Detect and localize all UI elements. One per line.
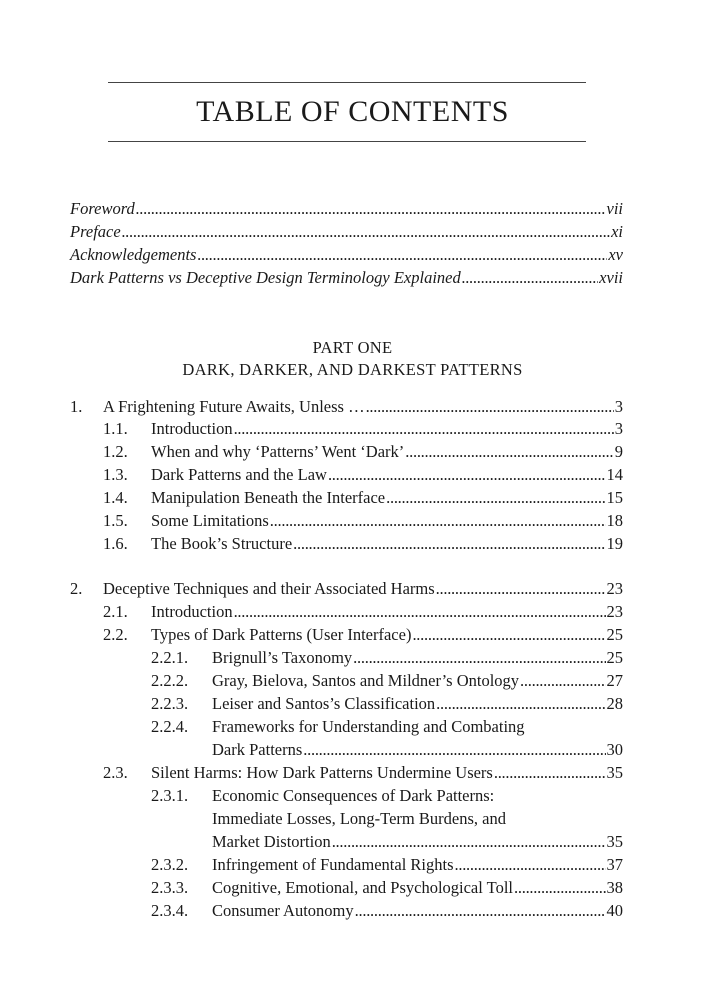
leader-dots	[122, 221, 610, 243]
entry-title: Preface	[70, 222, 121, 241]
entry-title: Acknowledgements	[70, 245, 197, 264]
section-title: Silent Harms: How Dark Patterns Undermine Users	[151, 763, 493, 782]
subsection-number: 2.2.3.	[151, 694, 189, 713]
section-number: 1.3.	[103, 465, 128, 484]
toc-subsection-2-2-3[interactable]	[151, 693, 623, 715]
title-rule-bottom	[108, 141, 586, 142]
leader-dots	[355, 900, 606, 922]
section-number: 1.1.	[103, 419, 128, 438]
part-title: DARK, DARKER, AND DARKEST PATTERNS	[182, 360, 523, 379]
entry-page: xvii	[599, 268, 623, 287]
section-number: 1.4.	[103, 488, 128, 507]
subsection-number: 2.3.4.	[151, 901, 189, 920]
section-page: 9	[614, 442, 623, 461]
section-title: Introduction	[151, 419, 233, 438]
section-number: 1.2.	[103, 442, 128, 461]
toc-chapter-2[interactable]	[70, 578, 623, 600]
leader-dots	[514, 877, 605, 899]
chapter-number: 2.	[70, 579, 83, 598]
leader-dots	[412, 624, 605, 646]
subsection-number: 2.2.1.	[151, 648, 189, 667]
entry-page: vii	[606, 199, 623, 218]
toc-section-1-1[interactable]	[103, 418, 623, 440]
leader-dots	[270, 510, 606, 532]
entry-title: Foreword	[70, 199, 135, 218]
subsection-title: Infringement of Fundamental Rights	[212, 855, 454, 874]
section-page: 19	[606, 534, 623, 553]
chapter-title: Deceptive Techniques and their Associated Harms	[103, 579, 435, 598]
section-title: Introduction	[151, 602, 233, 621]
leader-dots	[328, 464, 606, 486]
toc-subsection-2-2-4[interactable]	[212, 739, 623, 761]
leader-dots	[436, 578, 606, 600]
toc-section-1-3[interactable]	[103, 464, 623, 486]
part-label: PART ONE	[312, 338, 393, 357]
toc-section-2-1[interactable]	[103, 601, 623, 623]
entry-page: xv	[608, 245, 623, 264]
toc-section-1-5[interactable]	[103, 510, 623, 532]
leader-dots	[405, 441, 613, 463]
leader-dots	[293, 533, 605, 555]
leader-dots	[386, 487, 605, 509]
subsection-page: 27	[606, 671, 623, 690]
chapter-page: 23	[606, 579, 623, 598]
section-page: 3	[614, 419, 623, 438]
toc-subsection-2-2-4-title-line1[interactable]: Frameworks for Understanding and Combating	[212, 717, 525, 736]
section-page: 14	[606, 465, 623, 484]
toc-section-1-6[interactable]	[103, 533, 623, 555]
section-page: 23	[606, 602, 623, 621]
toc-section-1-4[interactable]	[103, 487, 623, 509]
subsection-title-line3: Market Distortion	[212, 832, 331, 851]
toc-subsection-2-3-1-number: 2.3.1.	[151, 786, 189, 805]
toc-subsection-2-3-1-title-line2[interactable]: Immediate Losses, Long-Term Burdens, and	[212, 809, 506, 828]
chapter-title: A Frightening Future Awaits, Unless …	[103, 397, 365, 416]
leader-dots	[332, 831, 606, 853]
subsection-page: 38	[606, 878, 623, 897]
page-title: TABLE OF CONTENTS	[196, 95, 509, 128]
leader-dots	[462, 267, 598, 289]
toc-chapter-1[interactable]	[70, 396, 623, 418]
toc-subsection-2-2-4-number: 2.2.4.	[151, 717, 189, 736]
leader-dots	[520, 670, 605, 692]
section-number: 1.5.	[103, 511, 128, 530]
section-title: Types of Dark Patterns (User Interface)	[151, 625, 412, 644]
leader-dots	[436, 693, 605, 715]
section-title: When and why ‘Patterns’ Went ‘Dark’	[151, 442, 405, 461]
subsection-title: Cognitive, Emotional, and Psychological Toll	[212, 878, 514, 897]
toc-section-2-3[interactable]	[103, 762, 623, 784]
section-number: 2.1.	[103, 602, 128, 621]
section-title: Dark Patterns and the Law	[151, 465, 327, 484]
entry-page: xi	[611, 222, 623, 241]
leader-dots	[197, 244, 607, 266]
toc-entry-preface[interactable]	[70, 221, 623, 243]
subsection-number: 2.2.2.	[151, 671, 189, 690]
toc-section-1-2[interactable]	[103, 441, 623, 463]
section-number: 1.6.	[103, 534, 128, 553]
toc-entry-foreword[interactable]	[70, 198, 623, 220]
toc-entry-terminology[interactable]	[70, 267, 623, 289]
subsection-page: 35	[606, 832, 623, 851]
section-title: The Book’s Structure	[151, 534, 293, 553]
chapter-page: 3	[614, 397, 623, 416]
toc-section-2-2[interactable]	[103, 624, 623, 646]
toc-subsection-2-3-2[interactable]	[151, 854, 623, 876]
subsection-title: Brignull’s Taxonomy	[212, 648, 353, 667]
leader-dots	[455, 854, 606, 876]
subsection-title: Leiser and Santos’s Classification	[212, 694, 436, 713]
leader-dots	[494, 762, 606, 784]
chapter-number: 1.	[70, 397, 83, 416]
leader-dots	[234, 601, 606, 623]
section-number: 2.3.	[103, 763, 128, 782]
section-title: Manipulation Beneath the Interface	[151, 488, 386, 507]
leader-dots	[234, 418, 614, 440]
section-page: 15	[606, 488, 623, 507]
subsection-title-line2: Dark Patterns	[212, 740, 303, 759]
subsection-page: 40	[606, 901, 623, 920]
toc-subsection-2-3-1[interactable]	[212, 831, 623, 853]
section-number: 2.2.	[103, 625, 128, 644]
section-page: 18	[606, 511, 623, 530]
toc-subsection-2-3-1-title-line1[interactable]: Economic Consequences of Dark Patterns:	[212, 786, 495, 805]
subsection-page: 25	[606, 648, 623, 667]
subsection-page: 30	[606, 740, 623, 759]
title-rule-top	[108, 82, 586, 83]
toc-entry-acknowledgements[interactable]	[70, 244, 623, 266]
section-page: 35	[606, 763, 623, 782]
leader-dots	[353, 647, 605, 669]
section-page: 25	[606, 625, 623, 644]
toc-subsection-2-3-4[interactable]	[151, 900, 623, 922]
subsection-title: Gray, Bielova, Santos and Mildner’s Ontology	[212, 671, 520, 690]
toc-subsection-2-2-1[interactable]	[151, 647, 623, 669]
subsection-page: 28	[606, 694, 623, 713]
leader-dots	[303, 739, 605, 761]
subsection-number: 2.3.3.	[151, 878, 189, 897]
section-title: Some Limitations	[151, 511, 269, 530]
subsection-number: 2.3.2.	[151, 855, 189, 874]
subsection-page: 37	[606, 855, 623, 874]
toc-subsection-2-2-2[interactable]	[151, 670, 623, 692]
toc-subsection-2-3-3[interactable]	[151, 877, 623, 899]
leader-dots	[136, 198, 606, 220]
entry-title: Dark Patterns vs Deceptive Design Terminology Explained	[70, 268, 461, 287]
subsection-title: Consumer Autonomy	[212, 901, 354, 920]
leader-dots	[366, 396, 614, 418]
